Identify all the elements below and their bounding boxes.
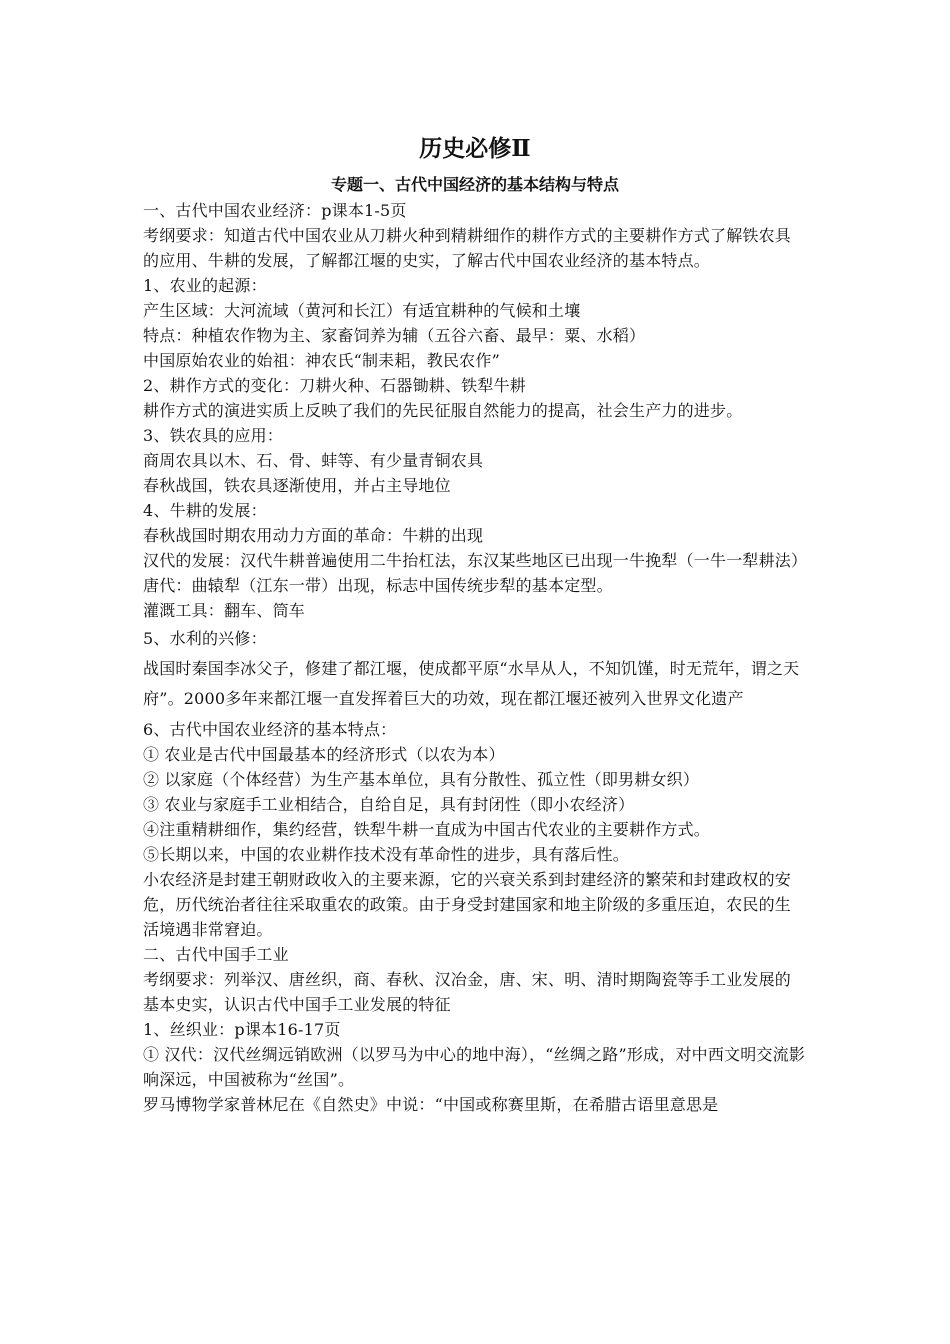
- document-subtitle: 专题一、古代中国经济的基本结构与特点: [330, 175, 619, 194]
- body-paragraph: 灌溉工具：翻车、筒车: [143, 601, 306, 620]
- list-item: ⑤长期以来，中国的农业耕作技术没有革命性的进步，具有落后性。: [143, 845, 630, 864]
- body-paragraph: 春秋战国时期农用动力方面的革命：牛耕的出现: [143, 526, 484, 545]
- body-paragraph: 唐代：曲辕犁（江东一带）出现，标志中国传统步犁的基本定型。: [143, 576, 613, 595]
- body-paragraph: 产生区域：大河流域（黄河和长江）有适宜耕种的气候和土壤: [143, 301, 581, 320]
- exam-requirement-paragraph: 考纲要求：列举汉、唐丝织，商、春秋、汉冶金，唐、宋、明、清时期陶瓷等手工业发展的基本史实，认识古代中国手工业发展的特征: [143, 970, 792, 1014]
- document-title: 历史必修Ⅱ: [419, 135, 531, 162]
- body-paragraph: 汉代的发展：汉代牛耕普遍使用二牛抬杠法，东汉某些地区已出现一牛挽犁（一牛一犁耕法）: [143, 551, 808, 570]
- section-heading-handicraft: 二、古代中国手工业: [143, 945, 289, 964]
- body-paragraph: 商周农具以木、石、骨、蚌等、有少量青铜农具: [143, 451, 484, 470]
- subsection-heading: 3、铁农具的应用：: [143, 426, 283, 445]
- subsection-heading: 2、耕作方式的变化：刀耕火种、石器锄耕、铁犁牛耕: [143, 376, 526, 395]
- body-paragraph: 春秋战国，铁农具逐渐使用，并占主导地位: [143, 476, 451, 495]
- subsection-heading: 5、水利的兴修：: [143, 629, 267, 648]
- list-item: ② 以家庭（个体经营）为生产基本单位，具有分散性、孤立性（即男耕女织）: [143, 770, 700, 789]
- body-paragraph: 小农经济是封建王朝财政收入的主要来源，它的兴衰关系到封建经济的繁荣和封建政权的安危，历代统治者往往采取重农的政策。由于身受封建国家和地主阶级的多重压迫，农民的生活境遇非常窘迫。: [143, 870, 792, 939]
- list-item: ③ 农业与家庭手工业相结合，自给自足，具有封闭性（即小农经济）: [143, 795, 635, 814]
- exam-requirement-paragraph: 考纲要求：知道古代中国农业从刀耕火种到精耕细作的耕作方式的主要耕作方式了解铁农具的应用、牛耕的发展，了解都江堰的史实，了解古代中国农业经济的基本特点。: [143, 226, 792, 270]
- subsection-heading: 1、丝织业：p课本16-17页: [143, 1020, 341, 1039]
- list-item: ④注重精耕细作，集约经营，铁犁牛耕一直成为中国古代农业的主要耕作方式。: [143, 820, 711, 839]
- subsection-heading: 6、古代中国农业经济的基本特点：: [143, 720, 397, 739]
- body-paragraph: 特点：种植农作物为主、家畜饲养为辅（五谷六畜、最早：粟、水稻）: [143, 326, 646, 345]
- subsection-heading: 1、农业的起源：: [143, 276, 267, 295]
- document-body: [143, 198, 807, 1117]
- body-paragraph: 中国原始农业的始祖：神农氏“制耒耜，教民农作”: [143, 351, 500, 370]
- section-heading-agriculture: 一、古代中国农业经济：p课本1-5页: [143, 201, 407, 220]
- subsection-heading: 4、牛耕的发展：: [143, 501, 267, 520]
- body-paragraph: 战国时秦国李冰父子，修建了都江堰，使成都平原“水旱从人，不知饥馑，时无荒年，谓之天府”。2000多年来都江堰一直发挥着巨大的功效，现在都江堰还被列入世界文化遗产: [143, 659, 800, 708]
- list-item: ① 汉代：汉代丝绸远销欧洲（以罗马为中心的地中海），“丝绸之路”形成，对中西文明交流影响深远，中国被称为“丝国”。: [143, 1045, 806, 1089]
- list-item: ① 农业是古代中国最基本的经济形式（以农为本）: [143, 745, 505, 764]
- body-paragraph: 罗马博物学家普林尼在《自然史》中说：“中国或称赛里斯，在希腊古语里意思是: [143, 1095, 719, 1114]
- body-paragraph: 耕作方式的演进实质上反映了我们的先民征服自然能力的提高，社会生产力的进步。: [143, 401, 743, 420]
